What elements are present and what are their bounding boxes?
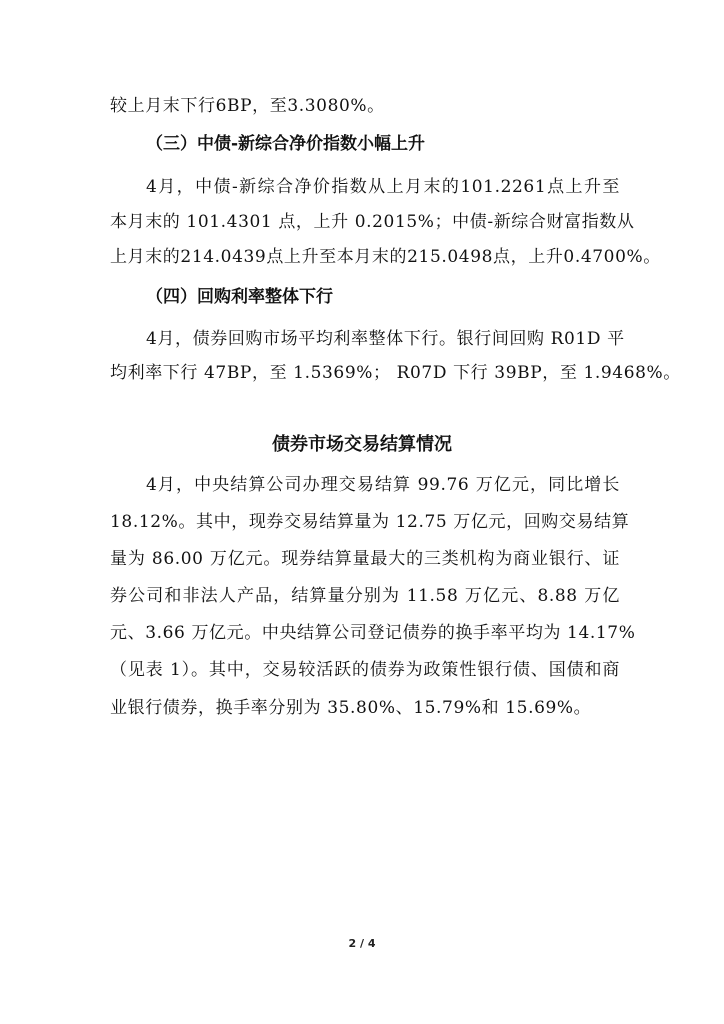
main-heading: 债券市场交易结算情况 <box>272 434 452 455</box>
paragraph-line: 18.12%。其中，现券交易结算量为 12.75 万亿元，回购交易结算 <box>110 512 630 532</box>
page-number: 2 / 4 <box>348 937 376 950</box>
section-heading-3: （三）中债-新综合净价指数小幅上升 <box>146 134 426 154</box>
paragraph-line: 较上月末下行6BP，至3.3080%。 <box>110 96 385 116</box>
paragraph-line: 4月，中债-新综合净价指数从上月末的101.2261点上升至 <box>146 177 620 197</box>
paragraph-line: 上月末的214.0439点上升至本月末的215.0498点，上升0.4700%。 <box>110 247 661 267</box>
paragraph-line: 业银行债券，换手率分别为 35.80%、15.79%和 15.69%。 <box>110 698 592 718</box>
paragraph-line: 4月，中央结算公司办理交易结算 99.76 万亿元，同比增长 <box>146 475 620 495</box>
paragraph-line: （见表 1）。其中，交易较活跃的债券为政策性银行债、国债和商 <box>110 660 620 680</box>
paragraph-line: 本月末的 101.4301 点，上升 0.2015%；中债-新综合财富指数从 <box>110 212 635 232</box>
paragraph-line: 量为 86.00 万亿元。现券结算量最大的三类机构为商业银行、证 <box>110 549 620 569</box>
paragraph-line: 4月，债券回购市场平均利率整体下行。银行间回购 R01D 平 <box>146 329 625 349</box>
paragraph-line: 元、3.66 万亿元。中央结算公司登记债券的换手率平均为 14.17% <box>110 623 636 643</box>
section-heading-4: （四）回购利率整体下行 <box>146 287 333 307</box>
paragraph-line: 券公司和非法人产品，结算量分别为 11.58 万亿元、8.88 万亿 <box>110 586 620 606</box>
paragraph-line: 均利率下行 47BP，至 1.5369%； R07D 下行 39BP，至 1.9468%。 <box>110 363 681 383</box>
